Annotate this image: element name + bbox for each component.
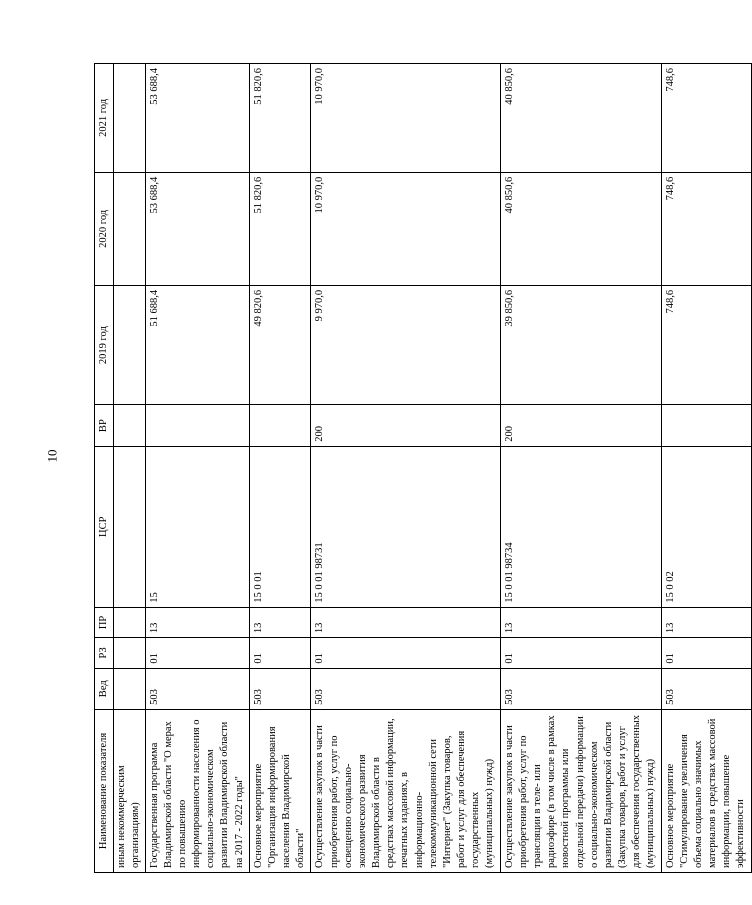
- row-2021: 53 688,4: [145, 64, 249, 173]
- row-rz: 01: [249, 638, 311, 668]
- col-header-rz: РЗ: [95, 638, 114, 668]
- table-header-row: [95, 64, 114, 873]
- row-name: Осуществление закупок в части приобретения работ, услуг по трансляции в теле- или радиоэфире (в том числе в рамках новостной программы или отдельной передачи) информации о социально-экономическом развитии Владимирской области (Закупка товаров, работ и услуг для обеспечения государственных (муниципальных) нужд): [500, 709, 661, 872]
- row-rz: 01: [311, 638, 500, 668]
- col-header-2020: 2020 год: [95, 172, 114, 285]
- row-2019: 49 820,6: [249, 285, 311, 405]
- row-2019: 9 970,0: [311, 285, 500, 405]
- table-row: [311, 64, 500, 873]
- row-name: Осуществление закупок в части приобретения работ, услуг по освещению социально-экономического развития Владимирской области в средствах массовой информации, печатных изданиях, в информационно-телекоммуникационной сети "Интернет" (Закупка товаров, работ и услуг для обеспечения государственных (муниципальных) нужд): [311, 709, 500, 872]
- row-vr: [661, 405, 751, 446]
- col-header-2019: 2019 год: [95, 285, 114, 405]
- row-rz: 01: [661, 638, 751, 668]
- row-2021: 51 820,6: [249, 64, 311, 173]
- row-2021: 748,6: [661, 64, 751, 173]
- row-csr: 15 0 01 98731: [311, 446, 500, 607]
- row-ved: 503: [145, 668, 249, 709]
- row-csr: 15: [145, 446, 249, 607]
- row-name: Государственная программа Владимирской области "О мерах по повышению информированности населения о социально-экономическом развитии Владимирской области на 2017 - 2022 годы": [145, 709, 249, 872]
- row-pr: 13: [500, 607, 661, 637]
- col-header-vr: ВР: [95, 405, 114, 446]
- col-header-ved: Вед: [95, 668, 114, 709]
- table-row: [145, 64, 249, 873]
- col-header-pr: ПР: [95, 607, 114, 637]
- row-rz: 01: [500, 638, 661, 668]
- row-vr: 200: [500, 405, 661, 446]
- row-pr: 13: [661, 607, 751, 637]
- col-header-2021: 2021 год: [95, 64, 114, 173]
- row-vr: [249, 405, 311, 446]
- table-row: [249, 64, 311, 873]
- budget-table: [94, 63, 752, 873]
- row-csr: 15 0 01 98734: [500, 446, 661, 607]
- row-2019: 51 688,4: [145, 285, 249, 405]
- row-csr: 15 0 02: [661, 446, 751, 607]
- row-2020: 40 850,6: [500, 172, 661, 285]
- table-row: [114, 64, 145, 873]
- row-2020: 10 970,0: [311, 172, 500, 285]
- row-csr: 15 0 01: [249, 446, 311, 607]
- row-ved: 503: [661, 668, 751, 709]
- row-pr: 13: [249, 607, 311, 637]
- rotated-table-container: [94, 63, 747, 873]
- row-2020: 51 820,6: [249, 172, 311, 285]
- row-vr: 200: [311, 405, 500, 446]
- row-ved: 503: [249, 668, 311, 709]
- col-header-csr: ЦСР: [95, 446, 114, 607]
- continuation-text: иным некоммерческим организациям): [114, 709, 145, 872]
- row-2020: 748,6: [661, 172, 751, 285]
- row-2021: 10 970,0: [311, 64, 500, 173]
- row-name: Основное мероприятие "Стимулирование увеличения объема социально значимых материалов в средствах массовой информации, повышение эффективности: [661, 709, 751, 872]
- row-ved: 503: [500, 668, 661, 709]
- row-2021: 40 850,6: [500, 64, 661, 173]
- row-2019: 39 850,6: [500, 285, 661, 405]
- row-pr: 13: [145, 607, 249, 637]
- row-vr: [145, 405, 249, 446]
- row-rz: 01: [145, 638, 249, 668]
- page-number: 10: [44, 449, 60, 463]
- row-pr: 13: [311, 607, 500, 637]
- table-row: [661, 64, 751, 873]
- col-header-name: Наименование показателя: [95, 709, 114, 872]
- row-name: Основное мероприятие "Организация информирования населения Владимирской области": [249, 709, 311, 872]
- row-2019: 748,6: [661, 285, 751, 405]
- row-2020: 53 688,4: [145, 172, 249, 285]
- table-row: [500, 64, 661, 873]
- row-ved: 503: [311, 668, 500, 709]
